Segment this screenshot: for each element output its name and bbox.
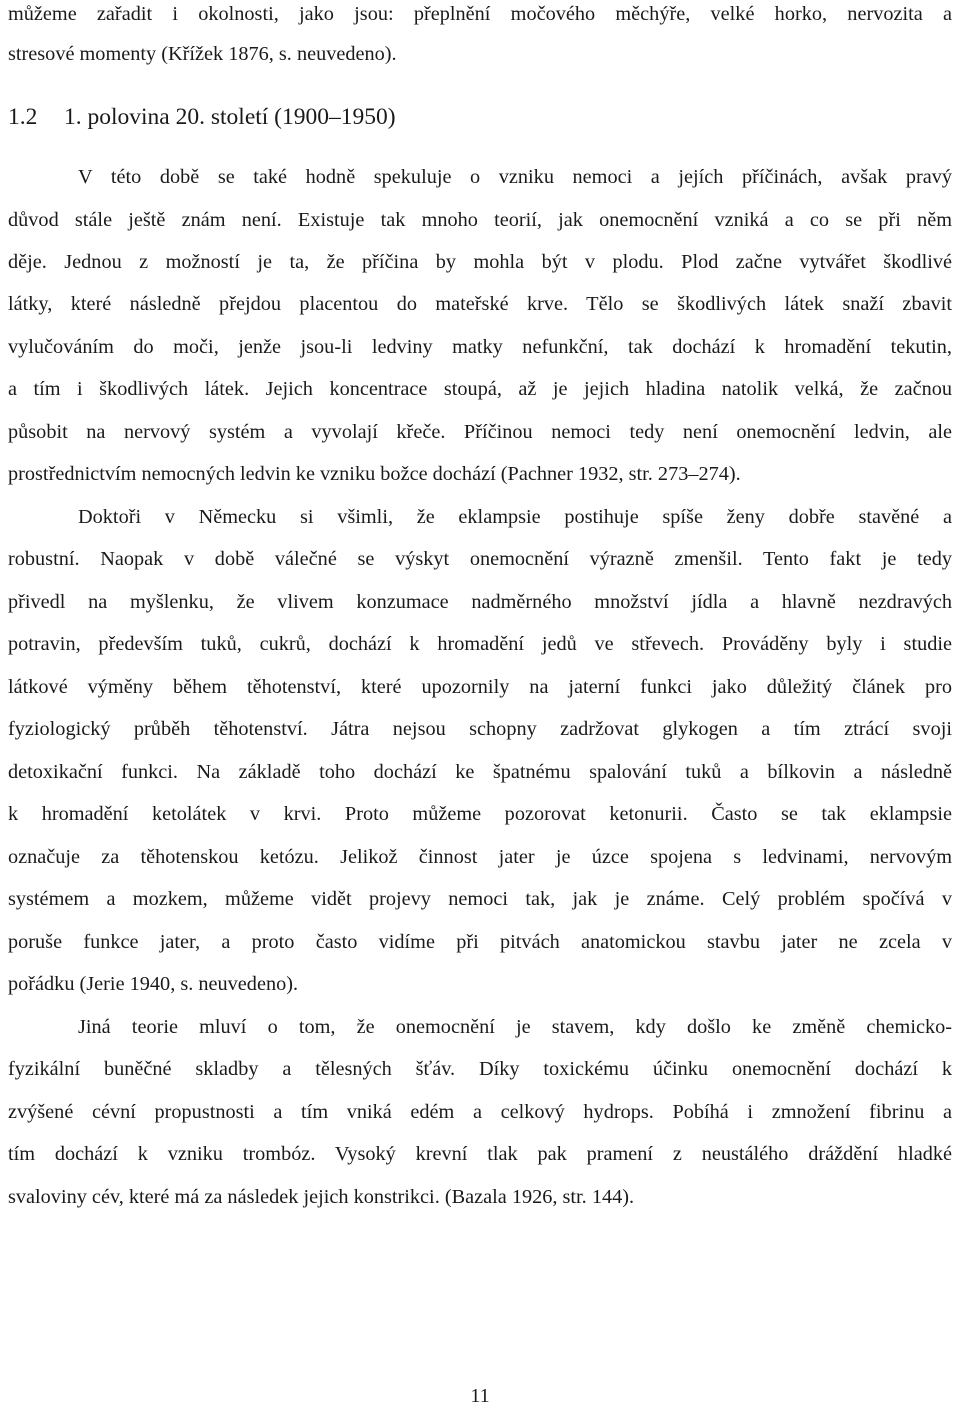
text-line: látky, které následně přejdou placentou do mateřské krve. Tělo se škodlivých látek snaží zbavit [8,293,952,315]
text-line: působit na nervový systém a vyvolají křeče. Příčinou nemoci tedy není onemocnění ledvin, ale [8,421,952,443]
section-title: 1. polovina 20. století (1900–1950) [64,104,396,130]
text-line: Jiná teorie mluví o tom, že onemocnění je stavem, kdy došlo ke změně chemicko- [78,1016,952,1038]
text-line: V této době se také hodně spekuluje o vzniku nemoci a jejích příčinách, avšak pravý [78,166,952,188]
text-line: můžeme zařadit i okolnosti, jako jsou: přeplnění močového měchýře, velké horko, nervozita a [8,3,952,25]
text-line: vylučováním do moči, jenže jsou-li ledviny matky nefunkční, tak dochází k hromadění tekutin, [8,336,952,358]
text-line: přivedl na myšlenku, že vlivem konzumace nadměrného množství jídla a hlavně nezdravých [8,591,952,613]
section-heading [8,103,952,131]
text-line: systémem a mozkem, můžeme vidět projevy nemoci tak, jak je známe. Celý problém spočívá v [8,888,952,910]
text-line: děje. Jednou z možností je ta, že příčina by mohla být v plodu. Plod začne vytvářet škodlivé [8,251,952,273]
text-line: látkové výměny během těhotenství, které upozornily na jaterní funkci jako důležitý článek pro [8,676,952,698]
text-line: tím dochází k vzniku trombóz. Vysoký krevní tlak pak pramení z neustálého dráždění hladké [8,1143,952,1165]
text-line: Doktoři v Německu si všimli, že eklampsie postihuje spíše ženy dobře stavěné a [78,506,952,528]
text-line: potravin, především tuků, cukrů, dochází k hromadění jedů ve střevech. Prováděny byly i studie [8,633,952,655]
text-line: fyziologický průběh těhotenství. Játra nejsou schopny zadržovat glykogen a tím ztrácí svoji [8,718,952,740]
text-line: zvýšené cévní propustnosti a tím vniká edém a celkový hydrops. Pobíhá i zmnožení fibrinu a [8,1101,952,1123]
text-line: označuje za těhotenskou ketózu. Jelikož činnost jater je úzce spojena s ledvinami, nervovým [8,846,952,868]
page-number: 11 [470,1385,490,1407]
text-line: důvod stále ještě znám není. Existuje tak mnoho teorií, jak onemocnění vzniká a co se při něm [8,209,952,231]
text-line: svaloviny cév, které má za následek jejich konstrikci. (Bazala 1926, str. 144). [8,1186,635,1208]
text-line: detoxikační funkci. Na základě toho dochází ke špatnému spalování tuků a bílkovin a následně [8,761,952,783]
text-line: stresové momenty (Křížek 1876, s. neuvedeno). [8,43,397,65]
section-number: 1.2 [8,104,38,130]
text-line: prostřednictvím nemocných ledvin ke vzniku božce dochází (Pachner 1932, str. 273–274). [8,463,741,485]
text-line: pořádku (Jerie 1940, s. neuvedeno). [8,973,299,995]
text-line: robustní. Naopak v době válečné se výskyt onemocnění výrazně zmenšil. Tento fakt je tedy [8,548,952,570]
text-line: a tím i škodlivých látek. Jejich koncentrace stoupá, až je jejich hladina natolik velká, že začnou [8,378,952,400]
text-line: k hromadění ketolátek v krvi. Proto můžeme pozorovat ketonurii. Často se tak eklampsie [8,803,952,825]
text-line: fyzikální buněčné skladby a tělesných šťáv. Díky toxickému účinku onemocnění dochází k [8,1058,952,1080]
text-line: poruše funkce jater, a proto často vidíme při pitvách anatomickou stavbu jater ne zcela v [8,931,952,953]
